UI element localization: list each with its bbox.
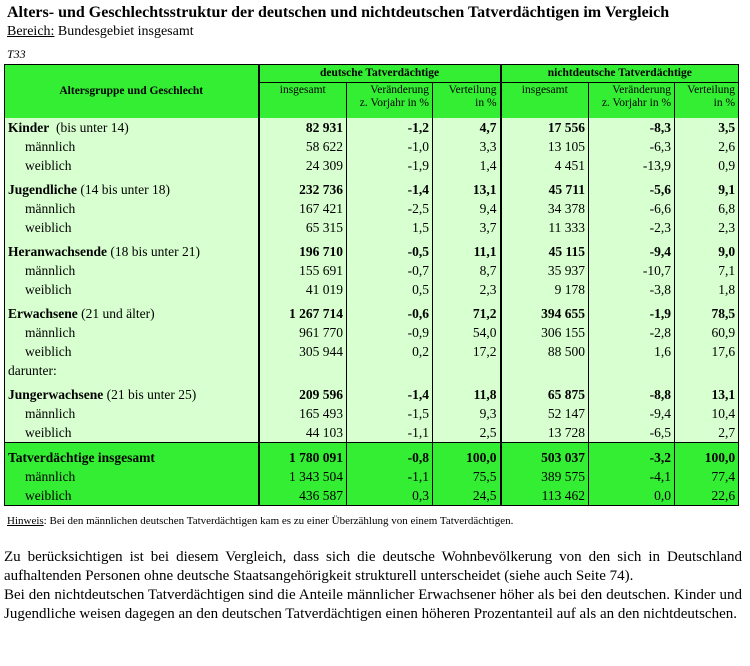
row-label-range: (18 bis unter 21) [107,244,200,259]
row-label-text: Heranwachsende [8,244,107,259]
table-cell [675,361,739,380]
table-cell: -0,5 [347,242,433,261]
table-cell [589,361,675,380]
row-label-text: weiblich [25,282,72,297]
row-label [5,448,259,467]
row-label-text: weiblich [25,488,72,503]
table-row [5,385,739,404]
table-cell: -13,9 [589,156,675,175]
table-cell: 17,2 [433,342,501,361]
table-row [5,486,739,506]
row-label-text: männlich [25,406,76,421]
table-cell: -0,7 [347,261,433,280]
table-cell: 3,5 [675,118,739,137]
col-insgesamt-nd: insgesamt [501,83,589,119]
table-cell [259,361,347,380]
table-row [5,423,739,443]
table-cell: 52 147 [501,404,589,423]
table-cell: -4,1 [589,467,675,486]
table-cell: -6,3 [589,137,675,156]
row-label-text: Tatverdächtige insgesamt [8,450,155,465]
table-cell: 1,8 [675,280,739,299]
table-cell: 1,6 [589,342,675,361]
row-label [5,156,259,175]
table-cell: 44 103 [259,423,347,443]
table-cell: 24 309 [259,156,347,175]
table-cell: 503 037 [501,448,589,467]
table-cell: 196 710 [259,242,347,261]
table-cell: 6,8 [675,199,739,218]
table-cell: 88 500 [501,342,589,361]
table-cell: 35 937 [501,261,589,280]
row-label-text: weiblich [25,158,72,173]
table-cell: 2,6 [675,137,739,156]
row-label-range: (21 bis unter 25) [103,387,197,402]
body-text [4,548,742,624]
table-cell: 10,4 [675,404,739,423]
table-cell: 17,6 [675,342,739,361]
paragraph: Zu berücksichtigen ist bei diesem Vergleich, dass sich die deutsche Wohnbevölkerung von den sich in Deutschland aufhaltenden Personen ohne deutsche Staatsangehörigkeit strukturell unterscheidet (siehe auch Seite 74). [4,549,742,584]
table-cell: 58 622 [259,137,347,156]
table-cell: -1,9 [589,304,675,323]
row-label-text: männlich [25,139,76,154]
row-label-text: weiblich [25,220,72,235]
table-row [5,342,739,361]
table-cell: 394 655 [501,304,589,323]
row-label-text: Jungerwachsene [8,387,104,402]
table-cell: 54,0 [433,323,501,342]
row-label-text: Kinder [8,120,50,135]
row-header: Altersgruppe und Geschlecht [5,65,259,119]
table-cell: 13 728 [501,423,589,443]
table-cell: 65 315 [259,218,347,237]
table-cell: 3,7 [433,218,501,237]
table-cell: 24,5 [433,486,501,506]
table-cell: 1,4 [433,156,501,175]
table-cell: 305 944 [259,342,347,361]
table-cell: 77,4 [675,467,739,486]
table-cell: 9,0 [675,242,739,261]
table-cell: 45 115 [501,242,589,261]
table-cell: 8,7 [433,261,501,280]
table-cell: 34 378 [501,199,589,218]
table-cell: 41 019 [259,280,347,299]
row-label-text: männlich [25,469,76,484]
table-cell: 306 155 [501,323,589,342]
table-cell: 2,3 [675,218,739,237]
table-cell: 65 875 [501,385,589,404]
table-cell: -2,3 [589,218,675,237]
table-cell: -3,2 [589,448,675,467]
table-cell [433,361,501,380]
col-insgesamt-de: insgesamt [259,83,347,119]
table-cell: 4,7 [433,118,501,137]
area-line [7,24,194,40]
page-title: Alters- und Geschlechtsstruktur der deutschen und nichtdeutschen Tatverdächtigen im Vergleich [7,4,670,21]
table-cell: -1,1 [347,423,433,443]
table-cell: 0,0 [589,486,675,506]
row-label [5,423,259,443]
table-cell: -0,8 [347,448,433,467]
table-cell: -9,4 [589,404,675,423]
table-cell: 1 780 091 [259,448,347,467]
table-cell: 78,5 [675,304,739,323]
row-label [5,467,259,486]
row-label-range: (bis unter 14) [49,120,129,135]
table-cell: -1,9 [347,156,433,175]
row-label [5,280,259,299]
table-cell: -1,4 [347,385,433,404]
col-veraenderung-de: Veränderung z. Vorjahr in % [347,83,433,119]
table-cell: 9,3 [433,404,501,423]
row-label-text: männlich [25,201,76,216]
footnote [7,515,513,527]
table-cell: 71,2 [433,304,501,323]
row-label [5,261,259,280]
group-header-deutsche: deutsche Tatverdächtige [259,65,501,83]
table-row [5,180,739,199]
table-cell: -1,5 [347,404,433,423]
table-cell: 45 711 [501,180,589,199]
group-header-nichtdeutsche: nichtdeutsche Tatverdächtige [501,65,739,83]
footnote-text: : Bei den männlichen deutschen Tatverdächtigen kam es zu einer Überzählung von einem Tatverdächtigen. [43,515,514,527]
row-label [5,218,259,237]
row-label [5,118,259,137]
row-label [5,242,259,261]
area-value: Bundesgebiet insgesamt [54,24,194,39]
table-cell: 17 556 [501,118,589,137]
table-row [5,137,739,156]
row-label-range: (21 und älter) [77,306,155,321]
row-label [5,385,259,404]
row-label-text: männlich [25,263,76,278]
row-label-text: männlich [25,325,76,340]
table-cell: 1,5 [347,218,433,237]
row-label-text: Jugendliche [8,182,78,197]
table-cell: 209 596 [259,385,347,404]
table-cell: 961 770 [259,323,347,342]
col-veraenderung-nd: Veränderung z. Vorjahr in % [589,83,675,119]
row-label [5,404,259,423]
table-cell: -3,8 [589,280,675,299]
table-cell: 1 343 504 [259,467,347,486]
table-body [5,118,739,506]
table-cell: 100,0 [433,448,501,467]
table-cell: 0,3 [347,486,433,506]
row-label [5,304,259,323]
table-row [5,280,739,299]
table-cell: 9,1 [675,180,739,199]
table-cell: 60,9 [675,323,739,342]
table-cell: 165 493 [259,404,347,423]
row-label-text: weiblich [25,344,72,359]
table-cell: -5,6 [589,180,675,199]
row-label [5,361,259,380]
table-row [5,118,739,137]
table-cell: -1,1 [347,467,433,486]
table-cell: -1,2 [347,118,433,137]
row-label-range: (14 bis unter 18) [77,182,170,197]
row-label-text: weiblich [25,425,72,440]
table-row [5,199,739,218]
row-label [5,137,259,156]
table-cell: 232 736 [259,180,347,199]
table-cell: 167 421 [259,199,347,218]
table-cell: -0,6 [347,304,433,323]
statistics-table [4,64,739,506]
col-verteilung-de: Verteilung in % [433,83,501,119]
table-cell: -10,7 [589,261,675,280]
area-label: Bereich: [7,24,55,39]
row-label [5,199,259,218]
table-cell: 3,3 [433,137,501,156]
table-cell: 75,5 [433,467,501,486]
paragraph: Bei den nichtdeutschen Tatverdächtigen sind die Anteile männlicher Erwachsener höher als bei den deutschen. Kinder und Jugendliche weisen dagegen an den deutschen Tatverdächtigen einen höheren Prozentanteil auf als an den nichtdeutschen. [4,587,742,622]
table-row [5,467,739,486]
table-row [5,361,739,380]
table-row [5,448,739,467]
table-cell: -8,3 [589,118,675,137]
table-number: T33 [7,47,26,61]
row-label [5,486,259,506]
row-label [5,323,259,342]
table-cell: 9 178 [501,280,589,299]
table-cell: -1,0 [347,137,433,156]
table-cell: -2,8 [589,323,675,342]
footnote-label: Hinweis [7,515,44,527]
table-cell: 7,1 [675,261,739,280]
table-cell: 389 575 [501,467,589,486]
table-cell: 11,1 [433,242,501,261]
table-row [5,218,739,237]
table-cell: 4 451 [501,156,589,175]
table-cell [501,361,589,380]
table-cell: 11,8 [433,385,501,404]
table-cell: 0,9 [675,156,739,175]
table-cell: -0,9 [347,323,433,342]
table-row [5,323,739,342]
table-cell: -6,5 [589,423,675,443]
table-cell: 2,7 [675,423,739,443]
table-cell: -9,4 [589,242,675,261]
table-cell: 113 462 [501,486,589,506]
row-label-text: darunter: [8,363,57,378]
table-cell: -8,8 [589,385,675,404]
table-row [5,404,739,423]
table-cell: 2,3 [433,280,501,299]
table-row [5,156,739,175]
table-cell: 13,1 [675,385,739,404]
table-cell: 9,4 [433,199,501,218]
table-cell: -1,4 [347,180,433,199]
table-cell: 22,6 [675,486,739,506]
table-cell: 82 931 [259,118,347,137]
row-label-text: Erwachsene [8,306,78,321]
col-verteilung-nd: Verteilung in % [675,83,739,119]
table-cell: 100,0 [675,448,739,467]
table-cell: -2,5 [347,199,433,218]
table-cell: -6,6 [589,199,675,218]
row-label [5,342,259,361]
table-cell: 0,2 [347,342,433,361]
table-cell: 0,5 [347,280,433,299]
table-cell: 11 333 [501,218,589,237]
table-cell: 436 587 [259,486,347,506]
table-row [5,261,739,280]
table-cell: 13 105 [501,137,589,156]
table-cell: 1 267 714 [259,304,347,323]
table-cell: 155 691 [259,261,347,280]
table-cell: 13,1 [433,180,501,199]
table-row [5,304,739,323]
row-label [5,180,259,199]
table-cell: 2,5 [433,423,501,443]
table-row [5,242,739,261]
table-cell [347,361,433,380]
